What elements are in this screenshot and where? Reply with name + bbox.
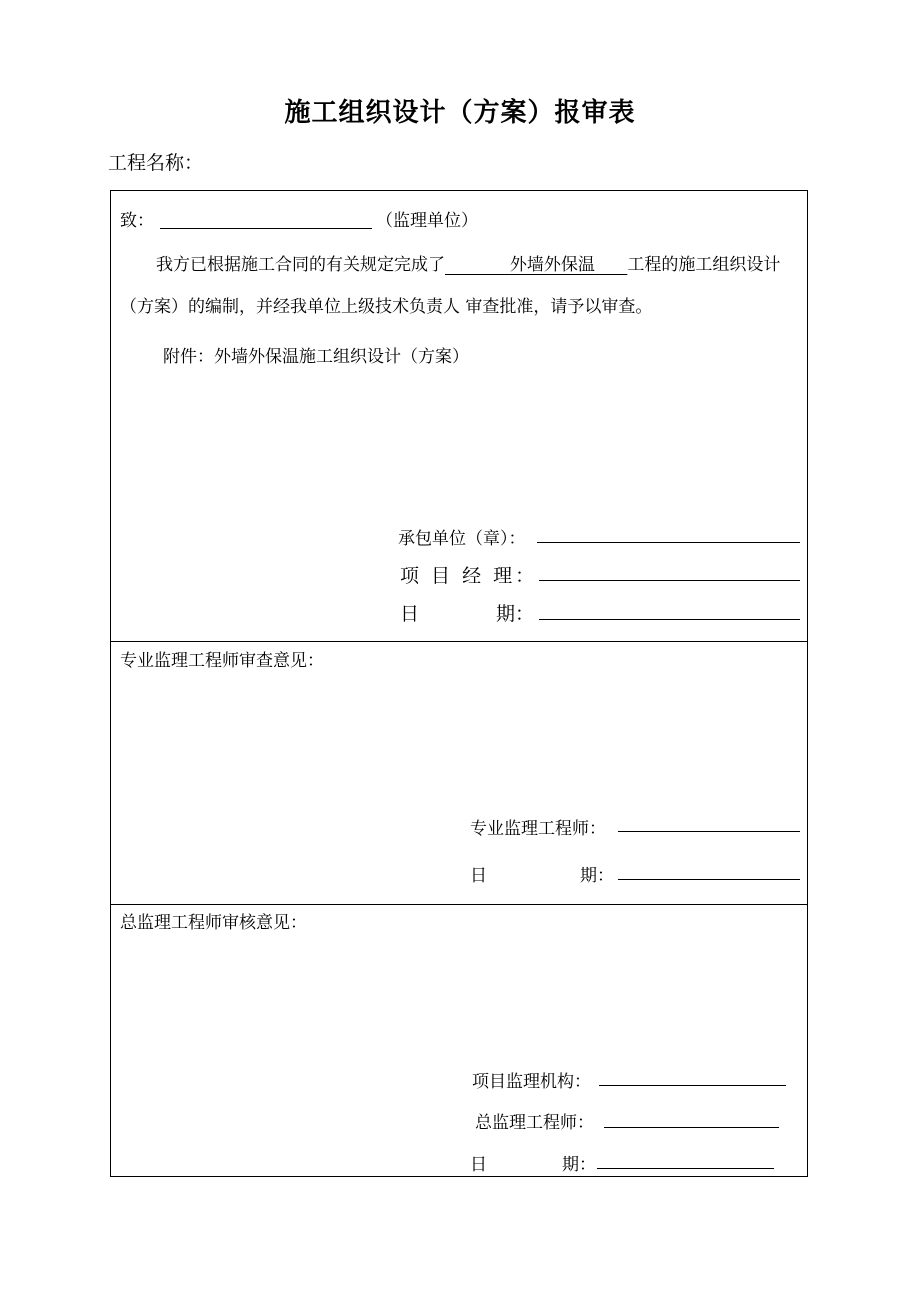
date-field-1[interactable] (539, 619, 800, 620)
specialist-review-heading: 专业监理工程师审查意见： (120, 651, 324, 671)
section-divider-2 (110, 904, 808, 905)
project-filled-value[interactable]: 外墙外保温 (509, 255, 595, 275)
document-title: 施工组织设计（方案）报审表 (284, 98, 636, 128)
chief-engineer-field[interactable] (604, 1127, 779, 1128)
to-label: 致： (120, 211, 154, 231)
chief-review-heading: 总监理工程师审核意见： (120, 913, 307, 933)
body-suffix: 工程的施工组织设计 (627, 255, 781, 275)
submission-body-line2: （方案）的编制，并经我单位上级技术负责人 审查批准，请予以审查。 (120, 297, 653, 317)
supervision-org-label: 项目监理机构： (472, 1072, 591, 1092)
body-prefix: 我方已根据施工合同的有关规定完成了 (156, 255, 445, 275)
supervision-org-field[interactable] (599, 1085, 786, 1086)
supervisor-unit-field[interactable] (160, 228, 372, 229)
submission-body-line1 (156, 250, 780, 275)
date-label-2-right: 期： (580, 866, 614, 886)
date-label-1-left: 日 (400, 603, 420, 625)
approval-form-table (110, 190, 808, 1177)
date-label-3-left: 日 (470, 1155, 487, 1175)
attachment-line: 附件：外墙外保温施工组织设计（方案） (163, 347, 469, 367)
section-divider-1 (110, 641, 808, 642)
date-label-2-left: 日 (470, 866, 487, 886)
date-label-1-right: 期： (496, 603, 535, 625)
date-field-2[interactable] (618, 879, 800, 880)
contractor-label: 承包单位（章）： (398, 529, 526, 549)
chief-engineer-label: 总监理工程师： (475, 1113, 594, 1133)
specialist-engineer-label: 专业监理工程师： (470, 819, 606, 839)
project-manager-label: 项 目 经 理： (400, 565, 538, 587)
project-name-label: 工程名称： (108, 152, 204, 174)
date-field-3[interactable] (597, 1168, 774, 1169)
project-manager-field[interactable] (539, 580, 800, 581)
date-label-3-right: 期： (562, 1155, 596, 1175)
supervisor-unit-label: （监理单位） (376, 211, 478, 231)
specialist-engineer-field[interactable] (618, 831, 800, 832)
contractor-field[interactable] (537, 542, 800, 543)
